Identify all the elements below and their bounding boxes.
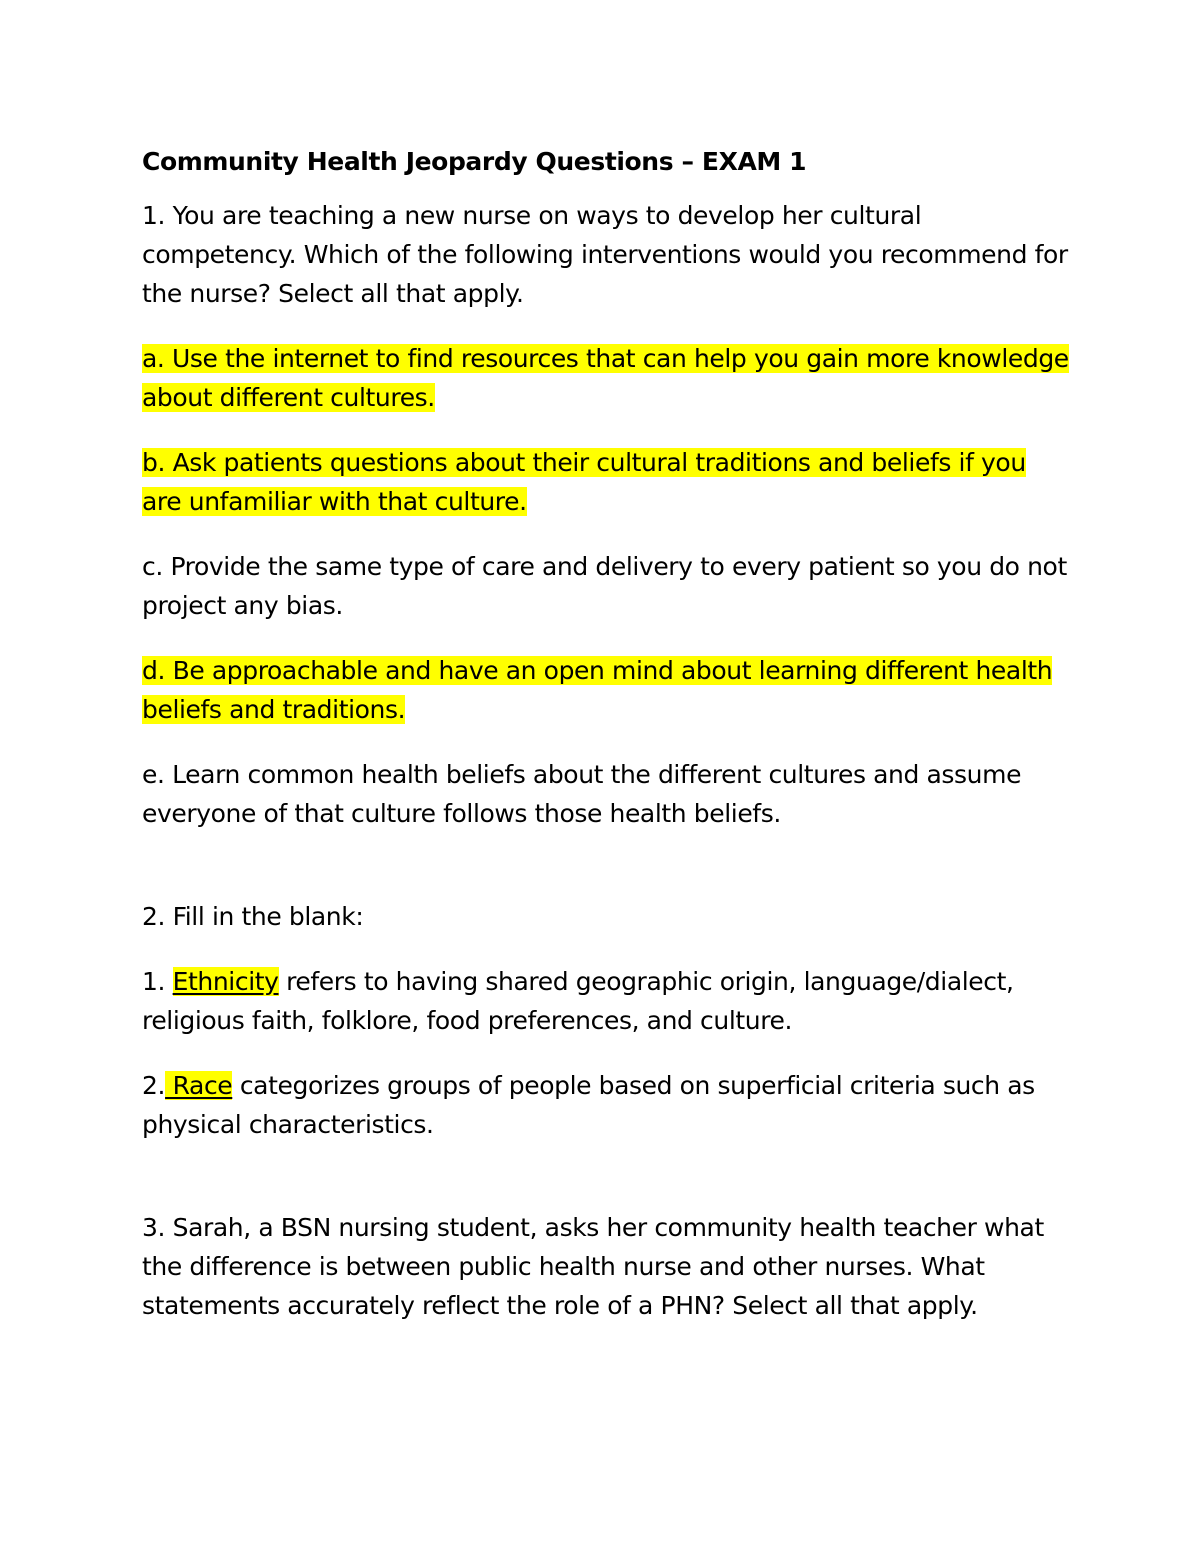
question-2-item-2 [142, 1066, 1072, 1144]
question-1-option-a [142, 339, 1072, 417]
question-1-option-e [142, 755, 1072, 833]
option-c-text: c. Provide the same type of care and delivery to every patient so you do not project any bias. [142, 552, 1067, 620]
item-1-answer: Ethnicity [172, 967, 279, 996]
question-1-option-b [142, 443, 1072, 521]
question-2-stem: 2. Fill in the blank: [142, 902, 364, 931]
spacer [142, 1170, 1072, 1208]
question-1-option-c [142, 547, 1072, 625]
document-title: Community Health Jeopardy Questions – EXAM 1 [142, 147, 807, 176]
item-2-prefix: 2. [142, 1071, 166, 1100]
item-2-answer: Race [165, 1071, 233, 1100]
document-page [142, 140, 1072, 1351]
spacer [142, 859, 1072, 897]
question-1-option-d [142, 651, 1072, 729]
question-3-stem: 3. Sarah, a BSN nursing student, asks her community health teacher what the difference is between public health nurse and other nurses. What statements accurately reflect the role of a PHN? Select all that apply. [142, 1213, 1044, 1320]
option-d-text: d. Be approachable and have an open mind about learning different health beliefs and traditions. [142, 656, 1053, 724]
option-b-text: b. Ask patients questions about their cultural traditions and beliefs if you are unfamiliar with that culture. [142, 448, 1026, 516]
item-1-prefix: 1. [142, 967, 173, 996]
item-1-rest: refers to having shared geographic origin, language/dialect, religious faith, folklore, food preferences, and culture. [142, 967, 1014, 1035]
question-1-stem: 1. You are teaching a new nurse on ways to develop her cultural competency. Which of the following interventions would you recommend for the nurse? Select all that apply. [142, 201, 1068, 308]
option-e-text: e. Learn common health beliefs about the different cultures and assume everyone of that culture follows those health beliefs. [142, 760, 1022, 828]
question-2-item-1 [142, 962, 1072, 1040]
option-a-text: a. Use the internet to find resources that can help you gain more knowledge about different cultures. [142, 344, 1069, 412]
item-2-rest: categorizes groups of people based on superficial criteria such as physical characteristics. [142, 1071, 1035, 1139]
